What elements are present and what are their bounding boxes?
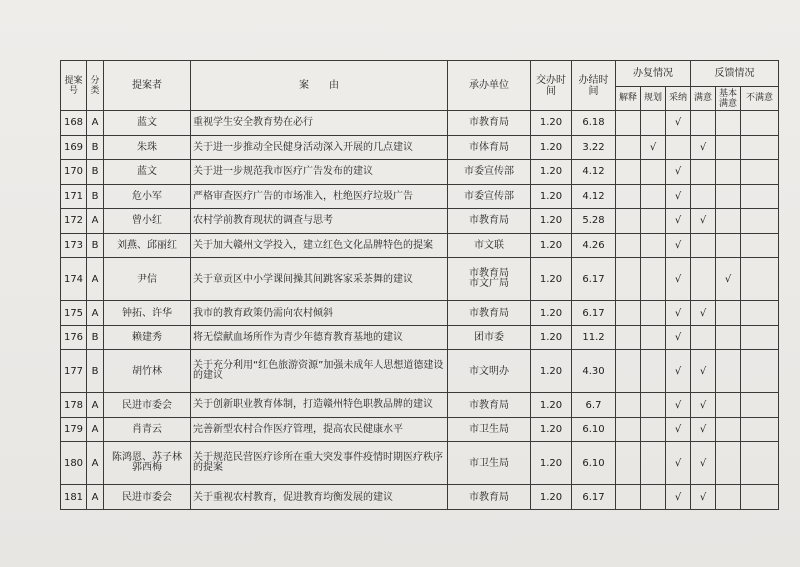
cell-handler: 市委宣传部	[448, 184, 531, 209]
cell-subject: 关于进一步推动全民健身活动深入开展的几点建议	[191, 135, 448, 160]
cell-explain	[616, 325, 641, 350]
cell-basic-satisfied	[716, 325, 741, 350]
cell-subject: 关于重视农村教育，促进教育均衡发展的建议	[191, 485, 448, 510]
cell-no: 176	[61, 325, 87, 350]
cell-plan	[641, 393, 666, 418]
cell-basic-satisfied	[716, 111, 741, 136]
cell-basic-satisfied	[716, 350, 741, 393]
cell-closed-time: 6.17	[572, 485, 616, 510]
cell-no: 168	[61, 111, 87, 136]
cell-proposer: 朱珠	[104, 135, 191, 160]
header-plan: 规划	[641, 87, 666, 111]
cell-explain	[616, 485, 641, 510]
cell-adopt: √	[666, 417, 691, 442]
cell-adopt: √	[666, 442, 691, 485]
header-handling-status: 办复情况	[616, 61, 691, 87]
cell-plan	[641, 485, 666, 510]
cell-no: 173	[61, 233, 87, 258]
table-row	[61, 350, 779, 393]
cell-plan	[641, 160, 666, 185]
cell-plan	[641, 209, 666, 234]
cell-subject: 关于规范民营医疗诊所在重大突发事件疫情时期医疗秩序的提案	[191, 442, 448, 485]
cell-explain	[616, 393, 641, 418]
cell-category: B	[87, 350, 104, 393]
cell-satisfied	[691, 258, 716, 301]
cell-basic-satisfied	[716, 209, 741, 234]
header-proposer: 提案者	[104, 61, 191, 111]
cell-unsatisfied	[741, 325, 779, 350]
cell-adopt: √	[666, 325, 691, 350]
table-row	[61, 393, 779, 418]
cell-assigned-time: 1.20	[531, 209, 572, 234]
cell-closed-time: 6.10	[572, 442, 616, 485]
cell-adopt: √	[666, 209, 691, 234]
cell-basic-satisfied	[716, 393, 741, 418]
cell-satisfied	[691, 233, 716, 258]
cell-adopt: √	[666, 393, 691, 418]
cell-assigned-time: 1.20	[531, 160, 572, 185]
cell-no: 174	[61, 258, 87, 301]
cell-satisfied: √	[691, 301, 716, 326]
cell-proposer: 刘燕、邱丽红	[104, 233, 191, 258]
cell-explain	[616, 442, 641, 485]
header-row	[61, 61, 779, 87]
table-row	[61, 442, 779, 485]
cell-subject: 重视学生安全教育势在必行	[191, 111, 448, 136]
cell-unsatisfied	[741, 233, 779, 258]
cell-explain	[616, 258, 641, 301]
cell-subject: 将无偿献血场所作为青少年德育教育基地的建议	[191, 325, 448, 350]
cell-basic-satisfied	[716, 184, 741, 209]
cell-handler: 市教育局	[448, 209, 531, 234]
cell-unsatisfied	[741, 160, 779, 185]
cell-category: A	[87, 258, 104, 301]
cell-explain	[616, 160, 641, 185]
cell-handler: 市教育局	[448, 301, 531, 326]
cell-unsatisfied	[741, 209, 779, 234]
cell-assigned-time: 1.20	[531, 325, 572, 350]
cell-adopt: √	[666, 258, 691, 301]
cell-unsatisfied	[741, 184, 779, 209]
cell-explain	[616, 350, 641, 393]
cell-closed-time: 6.10	[572, 417, 616, 442]
cell-plan	[641, 111, 666, 136]
cell-plan	[641, 258, 666, 301]
cell-proposer: 陈鸿恩、苏子林 郭西梅	[104, 442, 191, 485]
cell-proposer: 民进市委会	[104, 393, 191, 418]
cell-no: 175	[61, 301, 87, 326]
cell-handler: 市卫生局	[448, 417, 531, 442]
cell-subject: 关于章贡区中小学课间操其间跳客家采茶舞的建议	[191, 258, 448, 301]
cell-assigned-time: 1.20	[531, 417, 572, 442]
cell-satisfied: √	[691, 485, 716, 510]
cell-no: 171	[61, 184, 87, 209]
cell-proposer: 危小军	[104, 184, 191, 209]
cell-handler: 市体育局	[448, 135, 531, 160]
cell-satisfied: √	[691, 135, 716, 160]
cell-category: B	[87, 325, 104, 350]
cell-unsatisfied	[741, 258, 779, 301]
cell-subject: 关于充分利用“红色旅游资源”加强未成年人思想道德建设的建议	[191, 350, 448, 393]
cell-handler: 市委宣传部	[448, 160, 531, 185]
header-satisfied: 满意	[691, 87, 716, 111]
cell-category: A	[87, 417, 104, 442]
header-closed-time: 办结时间	[572, 61, 616, 111]
header-category: 分类	[87, 61, 104, 111]
cell-assigned-time: 1.20	[531, 301, 572, 326]
cell-satisfied	[691, 184, 716, 209]
cell-satisfied: √	[691, 393, 716, 418]
table-row	[61, 233, 779, 258]
cell-assigned-time: 1.20	[531, 350, 572, 393]
table-row	[61, 111, 779, 136]
cell-satisfied: √	[691, 209, 716, 234]
cell-plan	[641, 184, 666, 209]
cell-assigned-time: 1.20	[531, 485, 572, 510]
cell-proposer: 曾小红	[104, 209, 191, 234]
cell-unsatisfied	[741, 135, 779, 160]
cell-category: B	[87, 184, 104, 209]
cell-category: B	[87, 233, 104, 258]
cell-plan: √	[641, 135, 666, 160]
cell-no: 170	[61, 160, 87, 185]
cell-closed-time: 5.28	[572, 209, 616, 234]
cell-satisfied: √	[691, 417, 716, 442]
cell-unsatisfied	[741, 111, 779, 136]
cell-unsatisfied	[741, 301, 779, 326]
cell-no: 169	[61, 135, 87, 160]
cell-explain	[616, 417, 641, 442]
cell-adopt: √	[666, 184, 691, 209]
header-basic-satisfied: 基本满意	[716, 87, 741, 111]
cell-plan	[641, 442, 666, 485]
cell-subject: 完善新型农村合作医疗管理，提高农民健康水平	[191, 417, 448, 442]
cell-basic-satisfied	[716, 160, 741, 185]
table-row	[61, 184, 779, 209]
cell-explain	[616, 209, 641, 234]
cell-category: A	[87, 209, 104, 234]
cell-satisfied	[691, 160, 716, 185]
cell-proposer: 民进市委会	[104, 485, 191, 510]
cell-closed-time: 4.26	[572, 233, 616, 258]
header-unsatisfied: 不满意	[741, 87, 779, 111]
cell-no: 172	[61, 209, 87, 234]
cell-assigned-time: 1.20	[531, 111, 572, 136]
cell-handler: 市教育局 市文广局	[448, 258, 531, 301]
cell-subject: 关于加大赣州文学投入，建立红色文化品牌特色的提案	[191, 233, 448, 258]
cell-unsatisfied	[741, 442, 779, 485]
cell-explain	[616, 233, 641, 258]
cell-no: 179	[61, 417, 87, 442]
cell-unsatisfied	[741, 417, 779, 442]
cell-unsatisfied	[741, 350, 779, 393]
cell-closed-time: 4.12	[572, 160, 616, 185]
table-row	[61, 160, 779, 185]
cell-explain	[616, 301, 641, 326]
cell-closed-time: 4.30	[572, 350, 616, 393]
cell-closed-time: 3.22	[572, 135, 616, 160]
cell-explain	[616, 184, 641, 209]
cell-assigned-time: 1.20	[531, 184, 572, 209]
cell-handler: 市文联	[448, 233, 531, 258]
cell-adopt: √	[666, 301, 691, 326]
table-row	[61, 301, 779, 326]
cell-closed-time: 4.12	[572, 184, 616, 209]
cell-subject: 关于创新职业教育体制，打造赣州特色职教品牌的建议	[191, 393, 448, 418]
cell-satisfied	[691, 111, 716, 136]
cell-proposer: 胡竹林	[104, 350, 191, 393]
header-feedback-status: 反馈情况	[691, 61, 779, 87]
table-row	[61, 135, 779, 160]
cell-basic-satisfied	[716, 417, 741, 442]
cell-category: B	[87, 160, 104, 185]
cell-handler: 市教育局	[448, 393, 531, 418]
header-assigned-time: 交办时间	[531, 61, 572, 111]
cell-handler: 市教育局	[448, 485, 531, 510]
cell-assigned-time: 1.20	[531, 442, 572, 485]
cell-explain	[616, 111, 641, 136]
cell-handler: 市教育局	[448, 111, 531, 136]
cell-proposer: 肖青云	[104, 417, 191, 442]
cell-satisfied: √	[691, 350, 716, 393]
header-subject: 案 由	[191, 61, 448, 111]
cell-subject: 严格审查医疗广告的市场准入，杜绝医疗垃圾广告	[191, 184, 448, 209]
cell-plan	[641, 350, 666, 393]
cell-closed-time: 6.17	[572, 258, 616, 301]
cell-basic-satisfied	[716, 442, 741, 485]
cell-proposer: 尹信	[104, 258, 191, 301]
cell-explain	[616, 135, 641, 160]
cell-category: A	[87, 485, 104, 510]
table-row	[61, 209, 779, 234]
header-no: 提案号	[61, 61, 87, 111]
cell-assigned-time: 1.20	[531, 135, 572, 160]
cell-proposer: 蓝文	[104, 160, 191, 185]
cell-category: A	[87, 393, 104, 418]
cell-basic-satisfied	[716, 233, 741, 258]
cell-no: 181	[61, 485, 87, 510]
cell-basic-satisfied	[716, 301, 741, 326]
cell-adopt: √	[666, 350, 691, 393]
cell-handler: 市卫生局	[448, 442, 531, 485]
header-explain: 解释	[616, 87, 641, 111]
cell-proposer: 钟拓、许华	[104, 301, 191, 326]
cell-basic-satisfied	[716, 135, 741, 160]
table-row	[61, 325, 779, 350]
cell-plan	[641, 325, 666, 350]
cell-closed-time: 6.18	[572, 111, 616, 136]
header-handler: 承办单位	[448, 61, 531, 111]
cell-basic-satisfied	[716, 485, 741, 510]
cell-category: A	[87, 111, 104, 136]
cell-handler: 团市委	[448, 325, 531, 350]
cell-no: 178	[61, 393, 87, 418]
cell-satisfied	[691, 325, 716, 350]
header-adopt: 采纳	[666, 87, 691, 111]
table-row	[61, 417, 779, 442]
table-row	[61, 258, 779, 301]
cell-proposer: 蓝文	[104, 111, 191, 136]
cell-category: B	[87, 135, 104, 160]
cell-basic-satisfied: √	[716, 258, 741, 301]
cell-category: A	[87, 442, 104, 485]
cell-subject: 我市的教育政策仍需向农村倾斜	[191, 301, 448, 326]
proposal-rows	[61, 111, 779, 510]
cell-adopt	[666, 135, 691, 160]
cell-plan	[641, 233, 666, 258]
cell-category: A	[87, 301, 104, 326]
proposal-table	[60, 60, 779, 510]
cell-no: 180	[61, 442, 87, 485]
cell-adopt: √	[666, 111, 691, 136]
table-row	[61, 485, 779, 510]
cell-closed-time: 11.2	[572, 325, 616, 350]
cell-no: 177	[61, 350, 87, 393]
cell-unsatisfied	[741, 485, 779, 510]
cell-assigned-time: 1.20	[531, 258, 572, 301]
cell-unsatisfied	[741, 393, 779, 418]
cell-satisfied: √	[691, 442, 716, 485]
cell-closed-time: 6.17	[572, 301, 616, 326]
cell-adopt: √	[666, 233, 691, 258]
cell-handler: 市文明办	[448, 350, 531, 393]
cell-closed-time: 6.7	[572, 393, 616, 418]
cell-plan	[641, 417, 666, 442]
cell-plan	[641, 301, 666, 326]
cell-subject: 农村学前教育现状的调查与思考	[191, 209, 448, 234]
cell-subject: 关于进一步规范我市医疗广告发布的建议	[191, 160, 448, 185]
cell-adopt: √	[666, 485, 691, 510]
cell-adopt: √	[666, 160, 691, 185]
cell-assigned-time: 1.20	[531, 393, 572, 418]
cell-proposer: 赖建秀	[104, 325, 191, 350]
cell-assigned-time: 1.20	[531, 233, 572, 258]
